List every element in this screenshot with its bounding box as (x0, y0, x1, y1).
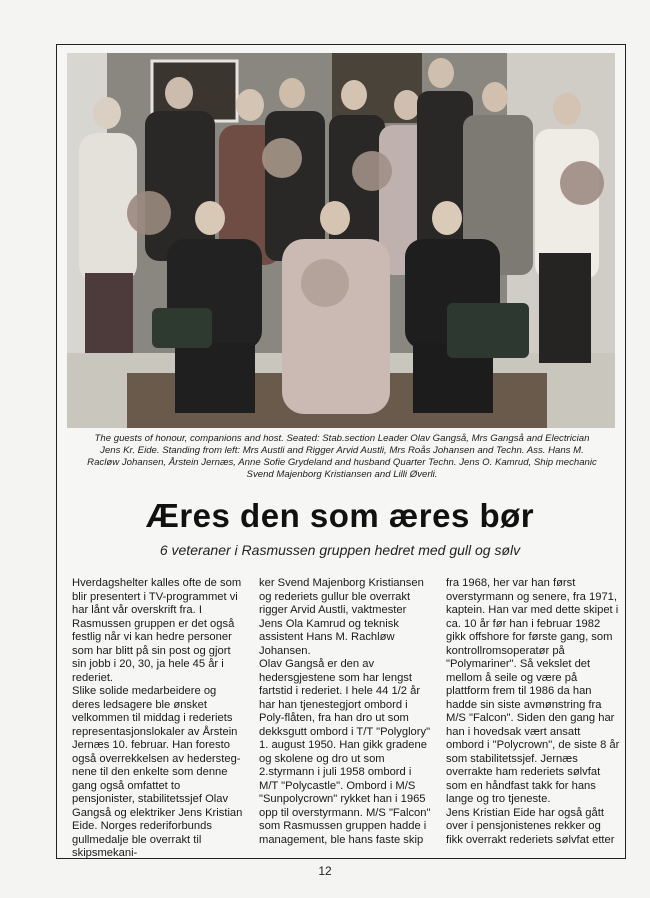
caption-line: Svend Majenborg Kristiansen and Lilli Øverli. (246, 469, 438, 480)
column-text: Hverdagshelter kalles ofte de som blir presentert i TV-programmet vi har lånt vår overskrift fra. I Rasmussen gruppen er det også festlig når vi kan hedre personer som har blitt på sin post og gjort sin jobb i 20, 30, ja hele 45 år i rederiet. Slike solide medarbeidere og deres ledsagere ble ønsket velkommen til middag i rederiets representasjonslokaler av Årstein Jernæs 10. februar. Han foresto også overrekkelsen av hedersteg-nene til den enkelte som denne gang også omfattet to pensjonister, stabilitetssjef Olav Gangså og elektriker Jens Kristian Eide. Norges rederiforbunds gullmedalje ble overrakt til skipsmekani- (72, 577, 243, 859)
page-number: 12 (318, 864, 332, 878)
column-text: ker Svend Majenborg Kristiansen og rederiets gullur ble overrakt rigger Arvid Austli, vaktmester Jens Ola Kamrud og teknisk assistent Hans M. Rachløw Johansen. Olav Gangså er den av hedersgjestene som har lengst fartstid i rederiet. I hele 44 1/2 år har han tjenestegjort ombord i Poly-flåten, fra han dro ut som dekksgutt ombord i T/T "Polyglory" 1. august 1950. Han gikk gradene og skolene og dro ut som 2.styrmann i juli 1958 ombord i M/T "Polycastle". Ombord i M/S "Sunpolycrown" rykket han i 1965 opp til overstyrmann. M/S "Falcon" som Rasmussen gruppen hadde i management, ble hans faste skip (259, 577, 431, 846)
article-column-2 (259, 577, 433, 846)
article-body (72, 577, 620, 859)
photo-caption (72, 433, 612, 481)
caption-line: The guests of honour, companions and host. Seated: Stab.section Leader Olav Gangså, Mrs Gangså and Electrician (94, 433, 590, 444)
article-column-3 (446, 577, 620, 846)
article-column-1 (72, 577, 246, 859)
caption-line: Jens Kr. Eide. Standing from left: Mrs Austli and Rigger Arvid Austli, Mrs Roås Johansen and Techn. Ass. Hans M. (100, 445, 584, 456)
article-subheadline: 6 veteraner i Rasmussen gruppen hedret med gull og sølv (159, 542, 521, 558)
article-headline: Æres den som æres bør (145, 497, 535, 534)
column-text: fra 1968, her var han først overstyrmann og senere, fra 1971, kaptein. Han var med dette skipet i ca. 10 år før han i februar 1982 gikk offshore for første gang, som kontrollromsoperatør på "Polymariner". Så vekslet det mellom å seile og være på plattform frem til 1986 da han hadde sin siste avmønstring fra M/S "Falcon". Siden den gang har han i hovedsak vært ansatt ombord i "Polycrown", de siste 8 år som stabilitetssjef. Jernæs overrakte ham rederiets sølvfat som en håndfast takk for hans lange og tro tjeneste. Jens Kristian Eide har også gått over i pensjonistenes rekker og fikk overrakt rederiets sølvfat etter (446, 577, 620, 846)
caption-line: Racløw Johansen, Årstein Jernæs, Anne Sofie Grydeland and husband Quarter Techn. Jens O. Kamrud, Ship mechanic (87, 457, 597, 468)
photo-illustration (67, 53, 615, 428)
group-photo (67, 53, 615, 428)
